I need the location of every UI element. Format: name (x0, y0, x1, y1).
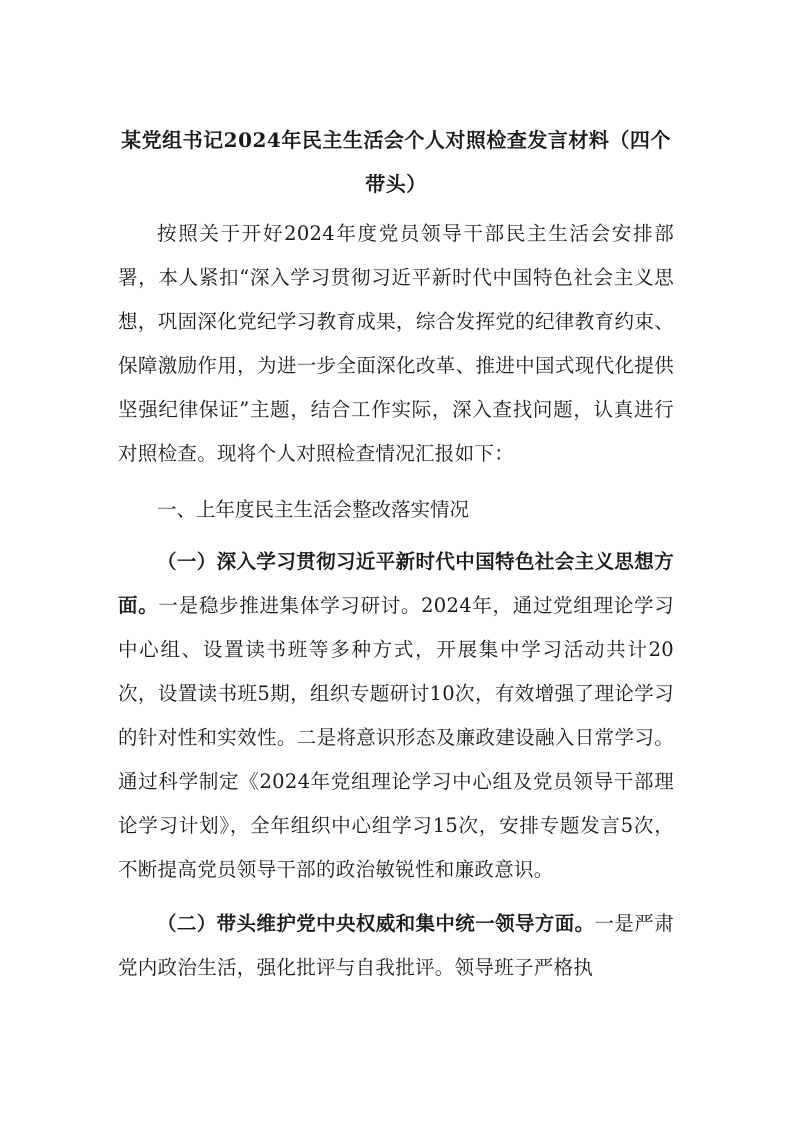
subsection-2-body: 一是严肃党内政治生活，强化批评与自我批评。领导班子严格执 (118, 912, 674, 979)
subsection-2-title: （二）带头维护党中央权威和集中统一领导方面。 (157, 912, 595, 935)
document-title: 某党组书记2024年民主生活会个人对照检查发言材料（四个带头） (121, 128, 671, 196)
subsection-1-body: 一是稳步推进集体学习研讨。2024年，通过党组理论学习中心组、设置读书班等多种方式，开展集中学习活动共计20次，设置读书班5期，组织专题研讨10次，有效增强了理论学习的针对性和实效性。二是将意识形态及廉政建设融入日常学习。通过科学制定《2024年党组理论学习中心组及党员领导干部理论学习计划》，全年组织中心组学习15次，安排专题发言5次，不断提高党员领导干部的政治敏锐性和廉政意识。 (118, 594, 674, 881)
intro-paragraph: 按照关于开好2024年度党员领导干部民主生活会安排部署，本人紧扣“深入学习贯彻习近平新时代中国特色社会主义思想，巩固深化党纪学习教育成果，综合发挥党的纪律教育约束、保障激励作用，为进一步全面深化改革、推进中国式现代化提供坚强纪律保证”主题，结合工作实际，深入查找问题，认真进行对照检查。现将个人对照检查情况汇报如下： (118, 222, 674, 465)
document-page (118, 118, 674, 990)
section-heading-1: 一、上年度民主生活会整改落实情况 (157, 498, 470, 521)
subsection-1-paragraph (118, 540, 674, 892)
subsection-2-paragraph (118, 902, 674, 990)
subsection-1-title: （一）深入学习贯彻习近平新时代中国特色社会主义思想方面。 (118, 550, 674, 617)
